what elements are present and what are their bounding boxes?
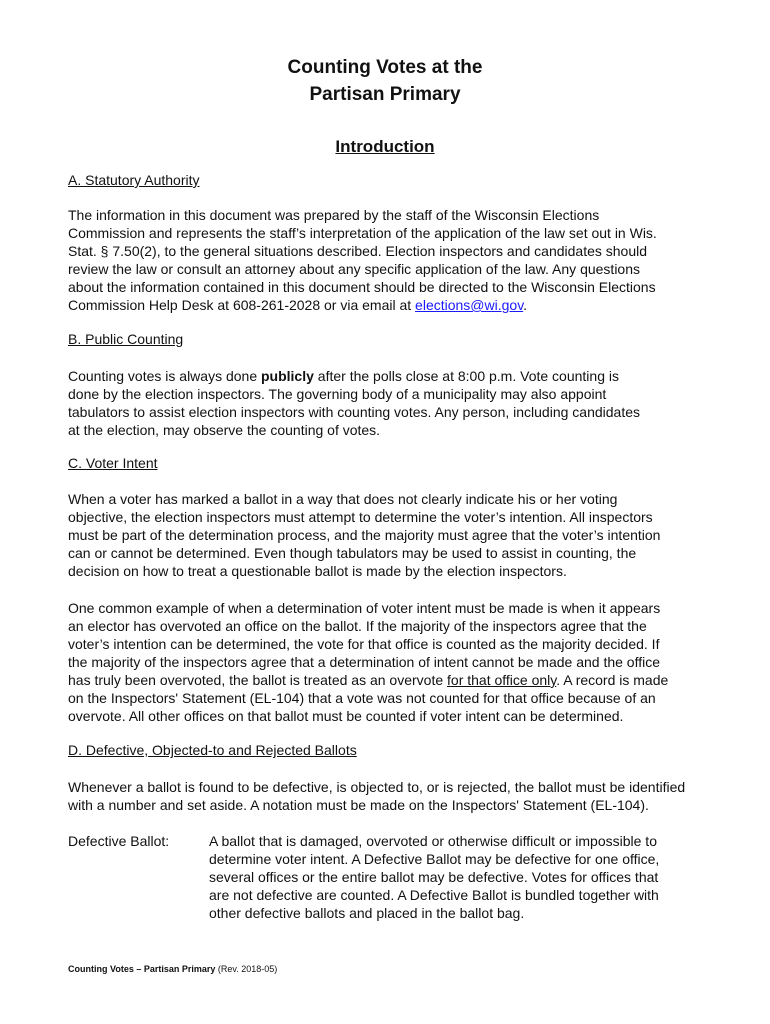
- paragraph-line: with a number and set aside. A notation must be made on the Inspectors' Statement (EL-104).: [68, 797, 649, 813]
- section-d-heading: D. Defective, Objected-to and Rejected Ballots: [68, 742, 357, 758]
- footer-title: Counting Votes – Partisan Primary: [68, 964, 216, 974]
- paragraph-line: [68, 671, 728, 689]
- section-c-heading: C. Voter Intent: [68, 455, 158, 471]
- paragraph-line: done by the election inspectors. The governing body of a municipality may also appoint: [68, 386, 607, 402]
- paragraph-line: Commission and represents the staff’s interpretation of the application of the law set out in Wis.: [68, 225, 657, 241]
- paragraph-line: the majority of the inspectors agree that a determination of intent cannot be made and the office: [68, 654, 660, 670]
- paragraph-line: at the election, may observe the counting of votes.: [68, 422, 381, 438]
- paragraph-line: The information in this document was prepared by the staff of the Wisconsin Elections: [68, 207, 600, 223]
- section-a-heading: A. Statutory Authority: [68, 172, 200, 188]
- paragraph-line: overvote. All other offices on that ballot must be counted if voter intent can be determined.: [68, 708, 624, 724]
- paragraph-line: about the information contained in this document should be directed to the Wisconsin Elections: [68, 279, 656, 295]
- paragraph-line: decision on how to treat a questionable ballot is made by the election inspectors.: [68, 563, 567, 579]
- paragraph-line: One common example of when a determination of voter intent must be made is when it appears: [68, 600, 661, 616]
- section-c-paragraph-2: [68, 599, 728, 725]
- paragraph-line: on the Inspectors' Statement (EL-104) that a vote was not counted for that office because of an: [68, 690, 656, 706]
- page-footer: [68, 964, 277, 974]
- publicly-bold-text: publicly: [261, 368, 314, 384]
- paragraph-line: [68, 367, 728, 385]
- definition-line: determine voter intent. A Defective Ballot may be defective for one office,: [209, 851, 660, 867]
- footer-revision: (Rev. 2018-05): [215, 964, 278, 974]
- paragraph-line: voter’s intention can be determined, the vote for that office is counted as the majority decided. If: [68, 636, 660, 652]
- document-title: [0, 54, 770, 108]
- text-segment: . A record is made: [556, 672, 669, 688]
- text-segment: has truly been overvoted, the ballot is treated as an overvote: [68, 672, 448, 688]
- introduction-heading: Introduction: [335, 137, 435, 156]
- paragraph-line: must be part of the determination process, and the majority must agree that the voter’s intention: [68, 527, 661, 543]
- paragraph-line: review the law or consult an attorney about any specific application of the law. Any questions: [68, 261, 641, 277]
- definition-line: other defective ballots and placed in the ballot bag.: [209, 905, 525, 921]
- period-text: .: [523, 297, 528, 313]
- definition-line: A ballot that is damaged, overvoted or otherwise difficult or impossible to: [209, 833, 657, 849]
- underlined-text: for that office only: [447, 672, 557, 688]
- paragraph-line: Stat. § 7.50(2), to the general situations described. Election inspectors and candidates should: [68, 243, 648, 259]
- paragraph-line: tabulators to assist election inspectors with counting votes. Any person, including candidates: [68, 404, 640, 420]
- help-desk-text: Commission Help Desk at 608-261-2028 or via email at: [68, 297, 416, 313]
- section-a-paragraph: [68, 206, 728, 314]
- text-segment: after the polls close at 8:00 p.m. Vote counting is: [313, 368, 619, 384]
- paragraph-line: objective, the election inspectors must attempt to determine the voter’s intention. All inspectors: [68, 509, 653, 525]
- title-line-1: Counting Votes at the: [287, 57, 483, 78]
- section-c-paragraph-1: [68, 490, 728, 580]
- definition-line: are not defective are counted. A Defective Ballot is bundled together with: [209, 887, 659, 903]
- defective-ballot-term: Defective Ballot:: [68, 833, 170, 849]
- email-link[interactable]: elections@wi.gov: [415, 297, 524, 313]
- paragraph-line: an elector has overvoted an office on the ballot. If the majority of the inspectors agree that the: [68, 618, 647, 634]
- section-b-heading: B. Public Counting: [68, 331, 184, 347]
- paragraph-line: can or cannot be determined. Even though tabulators may be used to assist in counting, the: [68, 545, 637, 561]
- section-d-paragraph: [68, 778, 728, 814]
- section-b-paragraph: [68, 367, 728, 439]
- defective-ballot-definition: [209, 832, 659, 922]
- title-line-2: Partisan Primary: [309, 84, 461, 105]
- text-segment: Counting votes is always done: [68, 368, 261, 384]
- paragraph-line-last: [68, 296, 728, 314]
- paragraph-line: When a voter has marked a ballot in a way that does not clearly indicate his or her voting: [68, 491, 618, 507]
- definition-line: several offices or the entire ballot may be defective. Votes for offices that: [209, 869, 659, 885]
- paragraph-line: Whenever a ballot is found to be defective, is objected to, or is rejected, the ballot must be identified: [68, 779, 686, 795]
